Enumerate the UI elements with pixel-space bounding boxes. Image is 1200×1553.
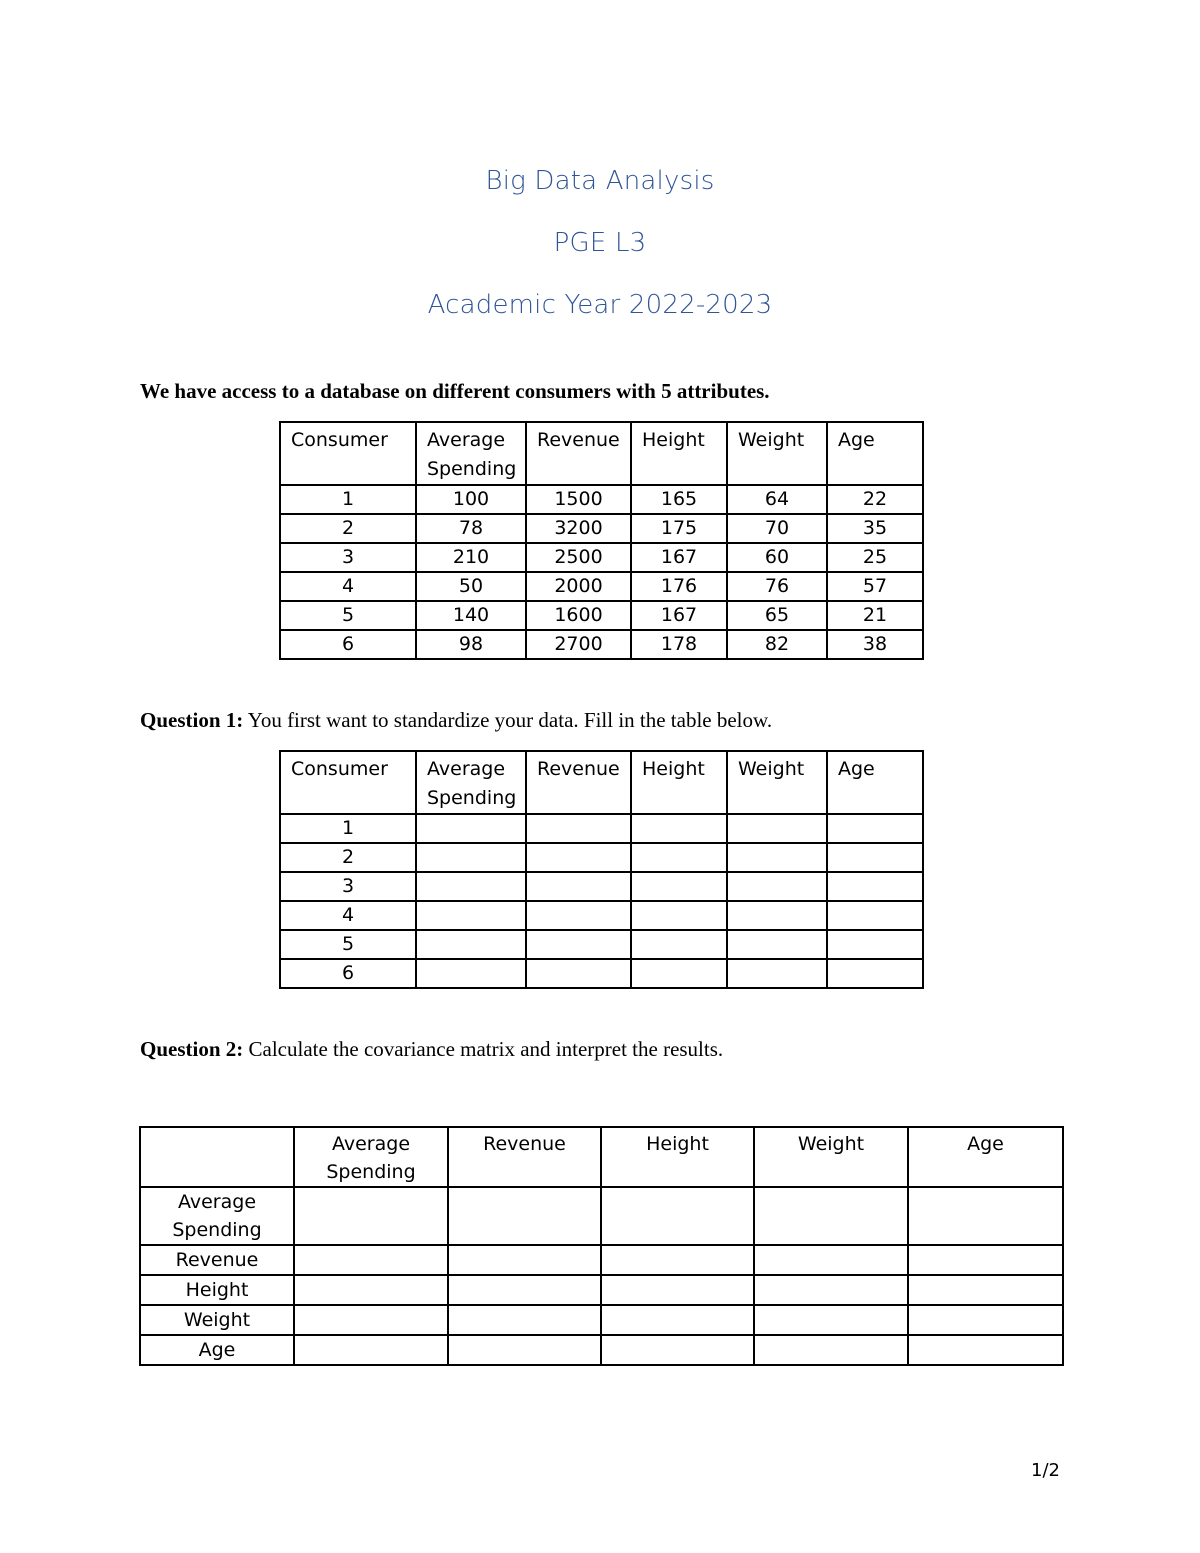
header-cell: Age xyxy=(827,422,923,485)
row-header-cell: Weight xyxy=(140,1305,294,1335)
blank-cell[interactable] xyxy=(754,1245,908,1275)
blank-cell[interactable] xyxy=(754,1335,908,1365)
header-cell: Average Spending xyxy=(294,1127,448,1187)
table-row xyxy=(280,630,923,659)
header-cell: Age xyxy=(827,751,923,814)
blank-cell[interactable] xyxy=(727,930,827,959)
blank-cell[interactable] xyxy=(416,814,526,843)
blank-cell[interactable] xyxy=(294,1275,448,1305)
table-cell: 2700 xyxy=(526,630,631,659)
table-row xyxy=(280,814,923,843)
academic-year: Academic Year 2022-2023 xyxy=(427,290,773,320)
blank-cell[interactable] xyxy=(827,959,923,988)
table-cell: 2500 xyxy=(526,543,631,572)
table-cell: 1 xyxy=(280,485,416,514)
header-cell: Revenue xyxy=(448,1127,601,1187)
consumer-cell: 4 xyxy=(280,901,416,930)
blank-cell[interactable] xyxy=(526,843,631,872)
blank-cell[interactable] xyxy=(908,1275,1063,1305)
question-1-text: You first want to standardize your data. Fill in the table below. xyxy=(247,708,773,732)
header-cell: Revenue xyxy=(526,751,631,814)
table-row xyxy=(280,601,923,630)
table-header-row xyxy=(280,751,923,814)
table-cell: 60 xyxy=(727,543,827,572)
table-cell: 6 xyxy=(280,630,416,659)
table-cell: 50 xyxy=(416,572,526,601)
blank-cell[interactable] xyxy=(727,872,827,901)
header-cell: Weight xyxy=(727,422,827,485)
blank-cell[interactable] xyxy=(908,1335,1063,1365)
blank-cell[interactable] xyxy=(827,814,923,843)
blank-cell[interactable] xyxy=(526,814,631,843)
standardized-table xyxy=(279,750,924,989)
table-cell: 140 xyxy=(416,601,526,630)
table-cell: 1500 xyxy=(526,485,631,514)
consumer-cell: 5 xyxy=(280,930,416,959)
blank-cell[interactable] xyxy=(727,843,827,872)
blank-cell[interactable] xyxy=(754,1305,908,1335)
table-cell: 57 xyxy=(827,572,923,601)
intro-text: We have access to a database on different consumers with 5 attributes. xyxy=(140,379,770,403)
table-cell: 3200 xyxy=(526,514,631,543)
table-cell: 210 xyxy=(416,543,526,572)
table-cell: 64 xyxy=(727,485,827,514)
blank-cell[interactable] xyxy=(727,814,827,843)
header-cell: Age xyxy=(908,1127,1063,1187)
blank-cell[interactable] xyxy=(526,872,631,901)
blank-cell[interactable] xyxy=(727,901,827,930)
blank-cell[interactable] xyxy=(448,1245,601,1275)
row-header-cell: Height xyxy=(140,1275,294,1305)
header-cell: Consumer xyxy=(280,422,416,485)
table-cell: 178 xyxy=(631,630,727,659)
header-cell: Height xyxy=(631,751,727,814)
blank-cell[interactable] xyxy=(754,1187,908,1245)
blank-cell[interactable] xyxy=(631,901,727,930)
table-cell: 3 xyxy=(280,543,416,572)
blank-cell[interactable] xyxy=(601,1335,754,1365)
blank-cell[interactable] xyxy=(294,1245,448,1275)
table-row xyxy=(280,843,923,872)
blank-cell[interactable] xyxy=(908,1245,1063,1275)
table-cell: 2 xyxy=(280,514,416,543)
covariance-matrix-table xyxy=(139,1126,1064,1366)
table-row xyxy=(280,959,923,988)
header-cell: Height xyxy=(601,1127,754,1187)
blank-cell[interactable] xyxy=(448,1305,601,1335)
table-cell: 21 xyxy=(827,601,923,630)
blank-cell[interactable] xyxy=(526,930,631,959)
blank-cell[interactable] xyxy=(416,901,526,930)
table-row xyxy=(140,1187,1063,1245)
blank-cell[interactable] xyxy=(416,843,526,872)
table-row xyxy=(280,872,923,901)
blank-cell[interactable] xyxy=(827,872,923,901)
table-cell: 167 xyxy=(631,601,727,630)
consumer-cell: 6 xyxy=(280,959,416,988)
blank-cell[interactable] xyxy=(827,930,923,959)
table-row xyxy=(140,1245,1063,1275)
header-cell: Height xyxy=(631,422,727,485)
table-cell: 2000 xyxy=(526,572,631,601)
blank-cell[interactable] xyxy=(448,1335,601,1365)
header-cell: Weight xyxy=(754,1127,908,1187)
table-cell: 76 xyxy=(727,572,827,601)
blank-cell[interactable] xyxy=(526,959,631,988)
row-header-cell: Average Spending xyxy=(140,1187,294,1245)
blank-cell[interactable] xyxy=(827,901,923,930)
header-cell: Average Spending xyxy=(416,751,526,814)
blank-cell[interactable] xyxy=(601,1305,754,1335)
consumer-cell: 2 xyxy=(280,843,416,872)
program-label: PGE L3 xyxy=(553,228,647,258)
table-cell: 176 xyxy=(631,572,727,601)
table-cell: 38 xyxy=(827,630,923,659)
table-cell: 1600 xyxy=(526,601,631,630)
table-row xyxy=(280,930,923,959)
table-row xyxy=(140,1335,1063,1365)
blank-cell[interactable] xyxy=(294,1305,448,1335)
question-1 xyxy=(140,708,772,733)
table-cell: 78 xyxy=(416,514,526,543)
table-row xyxy=(280,514,923,543)
table-cell: 165 xyxy=(631,485,727,514)
header-cell: Revenue xyxy=(526,422,631,485)
table-cell: 70 xyxy=(727,514,827,543)
table-row xyxy=(280,543,923,572)
table-row xyxy=(140,1305,1063,1335)
table-cell: 5 xyxy=(280,601,416,630)
table-row xyxy=(280,901,923,930)
question-2 xyxy=(140,1037,723,1062)
table-cell: 22 xyxy=(827,485,923,514)
table-cell: 82 xyxy=(727,630,827,659)
table-header-row xyxy=(280,422,923,485)
header-cell: Average Spending xyxy=(416,422,526,485)
consumer-cell: 3 xyxy=(280,872,416,901)
blank-cell[interactable] xyxy=(294,1335,448,1365)
blank-cell[interactable] xyxy=(294,1187,448,1245)
table-cell: 175 xyxy=(631,514,727,543)
blank-cell[interactable] xyxy=(631,814,727,843)
blank-cell[interactable] xyxy=(416,959,526,988)
question-2-text: Calculate the covariance matrix and interpret the results. xyxy=(248,1037,724,1061)
blank-cell[interactable] xyxy=(631,930,727,959)
blank-cell[interactable] xyxy=(416,872,526,901)
consumer-data-table xyxy=(279,421,924,660)
blank-cell[interactable] xyxy=(601,1275,754,1305)
row-header-cell: Revenue xyxy=(140,1245,294,1275)
question-1-label: Question 1: xyxy=(140,708,244,732)
blank-cell[interactable] xyxy=(631,843,727,872)
table-cell: 25 xyxy=(827,543,923,572)
table-cell: 100 xyxy=(416,485,526,514)
table-cell: 35 xyxy=(827,514,923,543)
blank-cell[interactable] xyxy=(631,872,727,901)
table-cell: 4 xyxy=(280,572,416,601)
blank-cell[interactable] xyxy=(908,1305,1063,1335)
consumer-cell: 1 xyxy=(280,814,416,843)
corner-cell xyxy=(140,1127,294,1187)
blank-cell[interactable] xyxy=(448,1187,601,1245)
table-row xyxy=(280,485,923,514)
blank-cell[interactable] xyxy=(727,959,827,988)
blank-cell[interactable] xyxy=(754,1275,908,1305)
table-row xyxy=(280,572,923,601)
table-header-row xyxy=(140,1127,1063,1187)
blank-cell[interactable] xyxy=(908,1187,1063,1245)
question-2-label: Question 2: xyxy=(140,1037,244,1061)
table-cell: 65 xyxy=(727,601,827,630)
blank-cell[interactable] xyxy=(526,901,631,930)
blank-cell[interactable] xyxy=(416,930,526,959)
blank-cell[interactable] xyxy=(448,1275,601,1305)
row-header-cell: Age xyxy=(140,1335,294,1365)
blank-cell[interactable] xyxy=(601,1245,754,1275)
table-row xyxy=(140,1275,1063,1305)
document-title: Big Data Analysis xyxy=(485,166,715,196)
header-cell: Weight xyxy=(727,751,827,814)
page-number: 1/2 xyxy=(1031,1460,1060,1481)
header-cell: Consumer xyxy=(280,751,416,814)
table-cell: 98 xyxy=(416,630,526,659)
blank-cell[interactable] xyxy=(601,1187,754,1245)
blank-cell[interactable] xyxy=(827,843,923,872)
blank-cell[interactable] xyxy=(631,959,727,988)
table-cell: 167 xyxy=(631,543,727,572)
